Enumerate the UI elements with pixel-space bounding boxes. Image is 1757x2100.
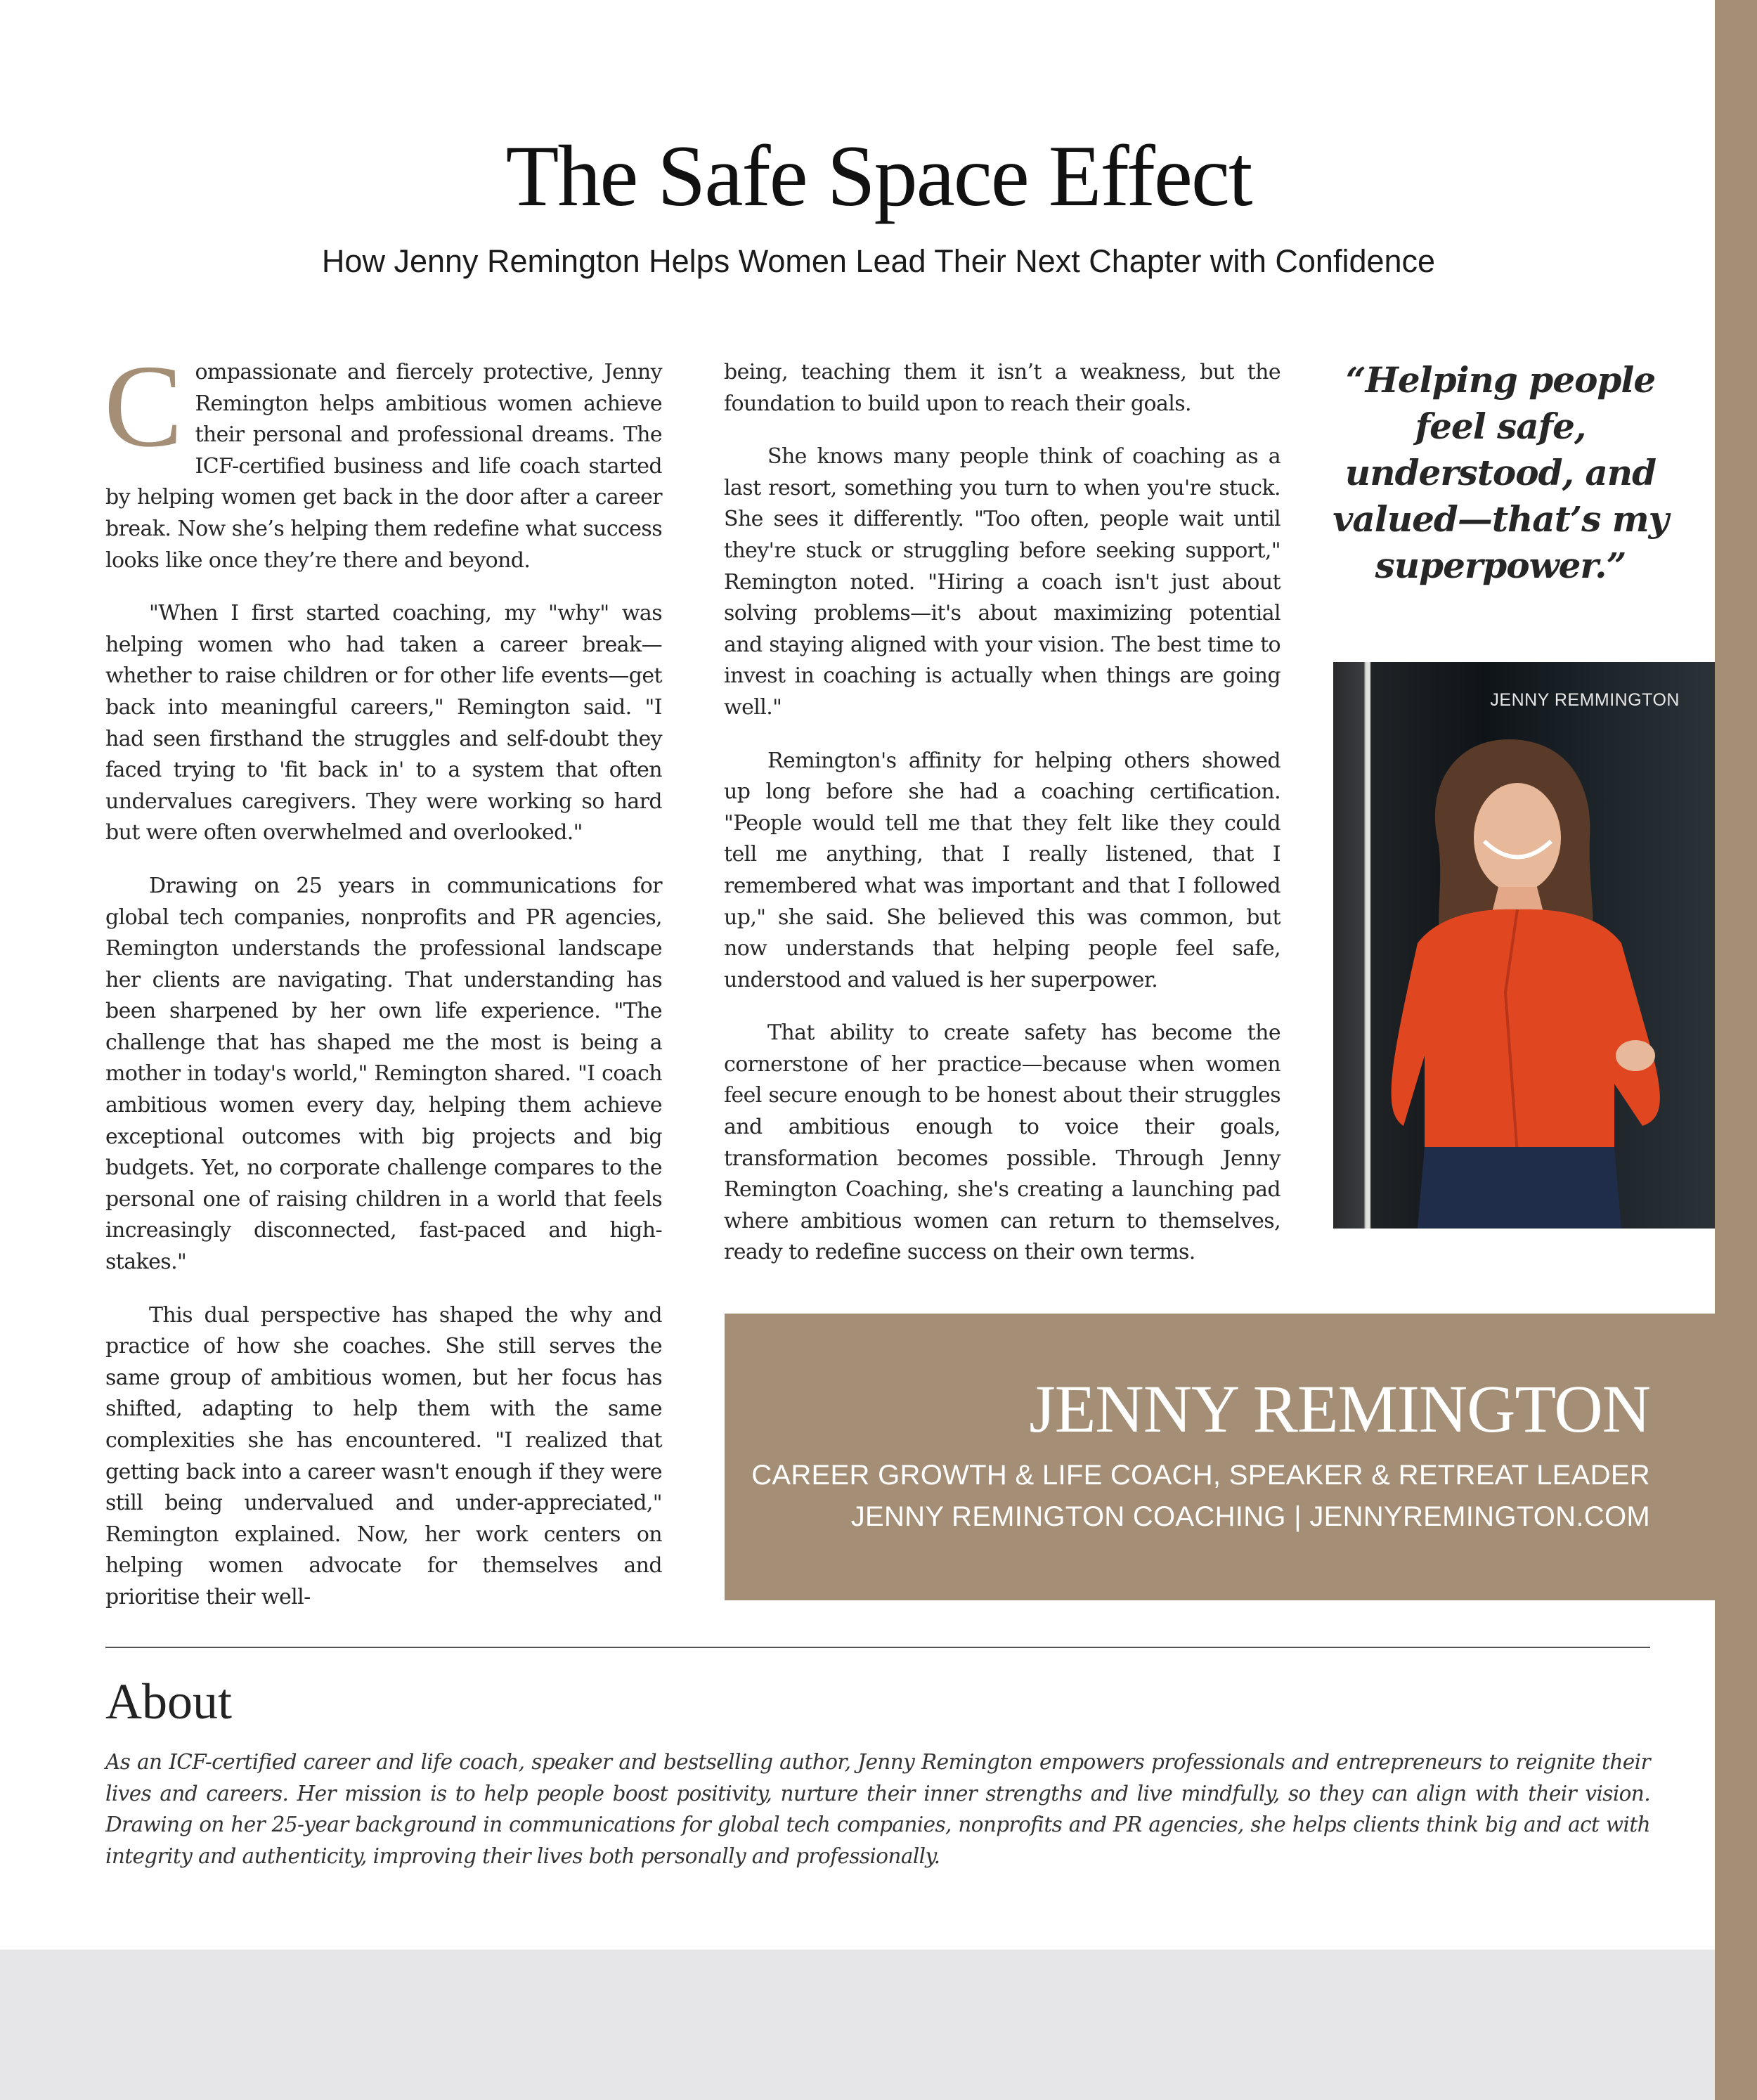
portrait-illustration [1333, 662, 1715, 1229]
bottom-band [0, 1950, 1715, 2100]
right-edge-bar [1715, 0, 1757, 2100]
article-column-2 [724, 357, 1281, 1290]
name-box [725, 1314, 1715, 1600]
about-heading: About [105, 1673, 232, 1730]
paragraph-6: She knows many people think of coaching as a last resort, something you turn to when you're stuck. She sees it differently. "Too often, people wait until they're stuck or struggling before seeking support," Remington noted. "Hiring a coach isn't just about solving problems—it's about maximizing potential and staying aligned with your vision. The best time to invest in coaching is actually when things are going well." [724, 444, 1281, 720]
paragraph-2: "When I first started coaching, my "why" was helping women who had taken a career break—whether to raise children or for other life events—get back into meaningful careers," Remington said. "I had seen firsthand the struggles and self-doubt they faced trying to 'fit back in' to a system that often undervalues caregivers. They were working so hard but were often overwhelmed and overlooked." [105, 601, 662, 845]
coach-name: JENNY REMINGTON [1029, 1371, 1650, 1446]
paragraph-7: Remington's affinity for helping others showed up long before she had a coaching certification. "People would tell me that they felt like they could tell me anything, that I really listened, that I remembered what was important and that I followed up," she said. She believed this was common, but now understands that helping people feel safe, understood and valued is her superpower. [724, 748, 1281, 992]
paragraph-3: Drawing on 25 years in communications for global tech companies, nonprofits and PR agencies, Remington understands the professional landscape her clients are navigating. That understanding has been sharpened by her own life experience. "The challenge that has shaped me the most is being a mother in today's world," Remington shared. "I coach ambitious women every day, helping them achieve exceptional outcomes with big projects and big budgets. Yet, no corporate challenge compares to the personal one of raising children in a world that feels increasingly disconnected, fast-paced and high-stakes." [105, 873, 662, 1275]
coach-role: CAREER GROWTH & LIFE COACH, SPEAKER & RETREAT LEADER [751, 1460, 1650, 1491]
about-text: As an ICF-certified career and life coach, speaker and bestselling author, Jenny Remington empowers professionals and entrepreneurs to reignite their lives and careers. Her mission is to help people boost positivity, nurture their inner strengths and live mindfully, so they can align with their vision. Drawing on her 25-year background in communications for global tech companies, nonprofits and PR agencies, she helps clients think big and act with integrity and authenticity, improving their lives both personally and professionally. [105, 1750, 1650, 1869]
paragraph-5: being, teaching them it isn’t a weakness, but the foundation to build upon to reach their goals. [724, 360, 1281, 416]
paragraph-8: That ability to create safety has become the cornerstone of her practice—because when women feel secure enough to be honest about their struggles and ambitious enough to voice their goals, transformation becomes possible. Through Jenny Remington Coaching, she's creating a launching pad where ambitious women can return to themselves, ready to redefine success on their own terms. [724, 1020, 1281, 1265]
portrait-photo [1333, 662, 1715, 1229]
section-divider [105, 1647, 1650, 1648]
drop-cap: C [104, 341, 183, 472]
coach-org-website[interactable]: JENNY REMINGTON COACHING | JENNYREMINGTON.COM [850, 1501, 1650, 1532]
photo-caption: JENNY REMMINGTON [1490, 690, 1680, 710]
article-subtitle: How Jenny Remington Helps Women Lead Their Next Chapter with Confidence [321, 243, 1436, 279]
paragraph-1 [104, 341, 662, 576]
article-title: The Safe Space Effect [505, 128, 1252, 224]
article-column-1 [104, 341, 662, 1635]
paragraph-4: This dual perspective has shaped the why and practice of how she coaches. She still serves the same group of ambitious women, but her focus has shifted, adapting to help them with the same complexities she has encountered. "I realized that getting back into a career wasn't enough if they were still being undervalued and under-appreciated," Remington explained. Now, her work centers on helping women advocate for themselves and prioritise their well- [105, 1302, 662, 1609]
paragraph-1-text: ompassionate and fiercely protective, Jenny Remington helps ambitious women achieve their personal and professional dreams. The ICF-certified business and life coach started by helping women get back in the door after a career break. Now she’s helping them redefine what success looks like once they’re there and beyond. [105, 360, 662, 573]
pull-quote: “Helping people feel safe, understood, and valued—that’s my superpower.” [1333, 359, 1668, 586]
